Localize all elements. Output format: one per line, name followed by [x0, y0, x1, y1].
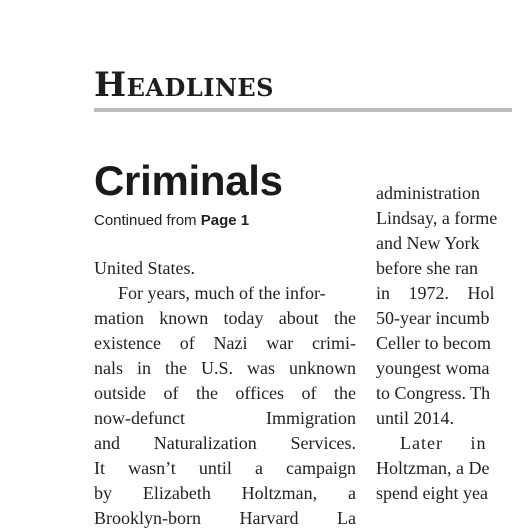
article-column-left [94, 256, 356, 531]
body-line: Later in [400, 433, 487, 453]
body-line: existence of Nazi war crimi- [94, 333, 356, 353]
body-line: before she ran [376, 258, 478, 278]
body-line: youngest woma [376, 358, 490, 378]
body-line: nals in the U.S. was unknown [94, 358, 356, 378]
body-line: and Naturalization Services. [94, 433, 356, 453]
body-line: until 2014. [376, 408, 455, 428]
body-line: It wasn’t until a campaign [94, 458, 356, 478]
continued-prefix: Continued from [94, 212, 201, 229]
body-line: Brooklyn-born Harvard La [94, 508, 356, 528]
body-line: Celler to becom [376, 333, 491, 353]
body-line: now-defunct Immigration [94, 408, 356, 428]
continued-from-line [94, 212, 249, 229]
continued-page-link[interactable]: Page 1 [200, 212, 250, 229]
section-title: Headlines [94, 65, 275, 105]
body-line: and New York [376, 233, 480, 253]
body-line: 50-year incumb [376, 308, 490, 328]
article-column-right [376, 181, 512, 506]
body-line: in 1972. Hol [376, 283, 495, 303]
body-line: Lindsay, a forme [376, 208, 498, 228]
body-line: by Elizabeth Holtzman, a [94, 483, 356, 503]
body-line: to Congress. Th [376, 383, 491, 403]
section-header [94, 66, 512, 112]
body-line: outside of the offices of the [94, 383, 356, 403]
body-line: administration [376, 183, 480, 203]
article-title: Criminals [94, 157, 283, 204]
body-line: For years, much of the infor- [118, 283, 326, 303]
body-line: Holtzman, a De [376, 458, 490, 478]
body-line: spend eight yea [376, 483, 488, 503]
body-line: United States. [94, 258, 195, 278]
body-line: mation known today about the [94, 308, 356, 328]
